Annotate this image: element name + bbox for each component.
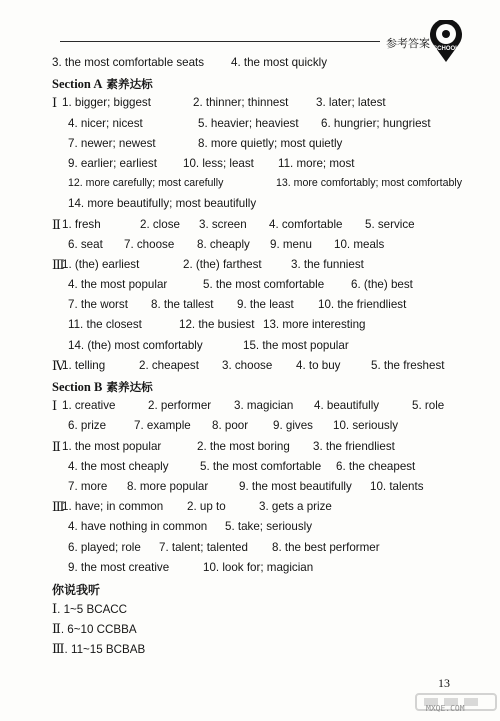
answer-item: 4. beautifully xyxy=(314,399,380,413)
answer-item: 12. more carefully; most carefully xyxy=(68,177,224,190)
answer-row xyxy=(52,216,482,236)
answer-row xyxy=(52,458,482,478)
answer-row xyxy=(52,74,482,94)
answer-item: 4. nicer; nicest xyxy=(68,116,143,130)
answer-row xyxy=(52,276,482,296)
answer-item: 11. more; most xyxy=(278,156,355,170)
answer-row xyxy=(52,296,482,316)
answer-row xyxy=(52,175,482,195)
answer-item: 3. choose xyxy=(222,358,273,372)
answer-item: 13. more interesting xyxy=(263,318,366,332)
answer-item: 3. the friendliest xyxy=(313,439,395,453)
answer-item: 6. (the) best xyxy=(351,278,413,292)
answer-row xyxy=(52,619,482,639)
answer-item: 4. the most quickly xyxy=(231,56,328,69)
answer-row xyxy=(52,54,482,74)
answer-item: 6. prize xyxy=(68,419,107,433)
answer-item: 4. the most popular xyxy=(68,278,168,292)
listening-answer xyxy=(52,641,145,657)
answer-item: 7. example xyxy=(134,419,191,433)
answer-row xyxy=(52,559,482,579)
answer-item: 2. the most boring xyxy=(197,439,290,453)
answer-item: 5. service xyxy=(365,217,415,231)
answer-row xyxy=(52,155,482,175)
answer-item: 4. comfortable xyxy=(269,217,343,231)
listening-heading: 你说我听 xyxy=(52,582,101,597)
section-label: Section B xyxy=(52,380,103,394)
part-numeral: Ⅱ xyxy=(52,216,61,232)
answer-item: 9. the least xyxy=(237,298,294,312)
answer-item: 2. close xyxy=(140,217,180,231)
answer-item: 2. (the) farthest xyxy=(183,257,262,271)
answer-item: 6. seat xyxy=(68,237,103,251)
answer-item: 5. the most comfortable xyxy=(203,278,325,292)
answer-row xyxy=(52,639,482,659)
answer-item: 8. cheaply xyxy=(197,237,250,251)
section-heading xyxy=(52,76,153,92)
answer-item: 9. the most beautifully xyxy=(239,479,352,493)
answer-item: 10. meals xyxy=(334,237,385,251)
part-numeral: Ⅱ xyxy=(52,621,61,637)
answer-item: 13. more comfortably; most comfortably xyxy=(276,177,463,190)
page-number: 13 xyxy=(438,676,450,690)
answer-item: 9. the most creative xyxy=(68,560,170,574)
answer-item: 8. more popular xyxy=(127,479,209,493)
answer-item: 8. the best performer xyxy=(272,540,380,554)
answer-row xyxy=(52,316,482,336)
answer-key-content xyxy=(52,54,482,660)
section-subtitle: 素养达标 xyxy=(102,380,153,394)
answer-item: 2. thinner; thinnest xyxy=(193,96,289,110)
answer-row xyxy=(52,518,482,538)
answer-row xyxy=(52,599,482,619)
part-numeral: Ⅰ xyxy=(52,398,58,414)
listening-answer xyxy=(52,621,137,637)
answer-item: 1. the most popular xyxy=(62,439,162,453)
answer-item: 1. creative xyxy=(62,399,116,413)
answer-item: 3. the most comfortable seats xyxy=(52,56,205,69)
answer-item: 8. poor xyxy=(212,419,249,433)
answer-item: 2. up to xyxy=(187,500,226,514)
answer-item: 5. take; seriously xyxy=(225,520,312,534)
answer-item: 10. less; least xyxy=(183,156,254,170)
answer-row xyxy=(52,357,482,377)
answer-item: 1. (the) earliest xyxy=(62,257,140,271)
answer-item: 9. earlier; earliest xyxy=(68,156,157,170)
part-numeral: Ⅳ xyxy=(52,357,65,373)
listening-answer xyxy=(52,601,127,617)
answer-item: 6. played; role xyxy=(68,540,141,554)
answer-row xyxy=(52,135,482,155)
answer-item: 5. role xyxy=(412,399,445,413)
answer-item: 4. to buy xyxy=(296,358,341,372)
answer-item: 5. heavier; heaviest xyxy=(198,116,299,130)
part-numeral: Ⅰ xyxy=(52,95,58,111)
answer-item: 3. later; latest xyxy=(316,96,386,110)
answer-item: 3. magician xyxy=(234,399,294,413)
answer-item: 15. the most popular xyxy=(243,338,349,352)
answer-item: 10. talents xyxy=(370,479,424,493)
answer-row xyxy=(52,478,482,498)
answer-text: . 11~15 BCBAB xyxy=(64,643,146,657)
answer-row xyxy=(52,438,482,458)
answer-item: 2. performer xyxy=(148,399,212,413)
header-rule xyxy=(60,41,380,42)
answer-item: 11. the closest xyxy=(68,318,142,332)
answer-item: 10. seriously xyxy=(333,419,399,433)
answer-item: 5. the most comfortable xyxy=(200,459,322,473)
answer-item: 3. the funniest xyxy=(291,257,364,271)
answer-item: 14. (the) most comfortably xyxy=(68,338,203,352)
answer-row xyxy=(52,195,482,215)
answer-text: . 6~10 CCBBA xyxy=(60,623,137,637)
answer-row xyxy=(52,579,482,599)
answer-item: 4. the most cheaply xyxy=(68,459,169,473)
answer-item: 3. screen xyxy=(199,217,247,231)
section-label: Section A xyxy=(52,77,103,92)
answer-item: 8. the tallest xyxy=(151,298,214,312)
watermark-text: MXQE.COM xyxy=(426,704,465,713)
answer-row xyxy=(52,94,482,114)
answer-item: 1. fresh xyxy=(62,217,101,231)
answer-item: 2. cheapest xyxy=(139,358,199,372)
part-numeral: Ⅲ xyxy=(52,256,65,272)
answer-row xyxy=(52,115,482,135)
answer-item: 1. telling xyxy=(62,358,106,372)
answer-item: 1. have; in common xyxy=(62,500,164,514)
answer-item: 8. more quietly; most quietly xyxy=(198,136,343,150)
part-numeral: Ⅱ xyxy=(52,438,61,454)
answer-item: 3. gets a prize xyxy=(259,500,332,514)
answer-row xyxy=(52,377,482,397)
answer-item: 7. newer; newest xyxy=(68,136,156,150)
answer-item: 7. talent; talented xyxy=(159,540,248,554)
part-numeral: Ⅰ xyxy=(52,601,58,617)
answer-item: 10. the friendliest xyxy=(318,298,407,312)
answer-row xyxy=(52,397,482,417)
part-numeral: Ⅲ xyxy=(52,499,65,515)
answer-row xyxy=(52,337,482,357)
answer-item: 7. choose xyxy=(124,237,175,251)
answer-row xyxy=(52,236,482,256)
answer-text: . 1~5 BCACC xyxy=(57,603,128,617)
answer-item: 12. the busiest xyxy=(179,318,255,332)
logo-text: SCHOOL xyxy=(433,46,459,52)
answer-row xyxy=(52,498,482,518)
answer-item: 10. look for; magician xyxy=(203,560,314,574)
answer-row xyxy=(52,417,482,437)
answer-item: 6. hungrier; hungriest xyxy=(321,116,431,130)
header-title: 参考答案 xyxy=(386,37,430,50)
answer-item: 7. the worst xyxy=(68,298,128,312)
section-subtitle: 素养达标 xyxy=(102,77,153,92)
answer-item: 5. the freshest xyxy=(371,358,445,372)
answer-item: 6. the cheapest xyxy=(336,459,416,473)
answer-item: 7. more xyxy=(68,479,108,493)
answer-item: 9. menu xyxy=(270,237,312,251)
part-numeral: Ⅲ xyxy=(52,641,65,657)
answer-item: 14. more beautifully; most beautifully xyxy=(68,197,257,211)
answer-item: 1. bigger; biggest xyxy=(62,96,151,110)
answer-item: 9. gives xyxy=(273,419,313,433)
answer-row xyxy=(52,256,482,276)
answer-item: 4. have nothing in common xyxy=(68,520,208,534)
section-heading xyxy=(52,379,153,395)
answer-row xyxy=(52,539,482,559)
